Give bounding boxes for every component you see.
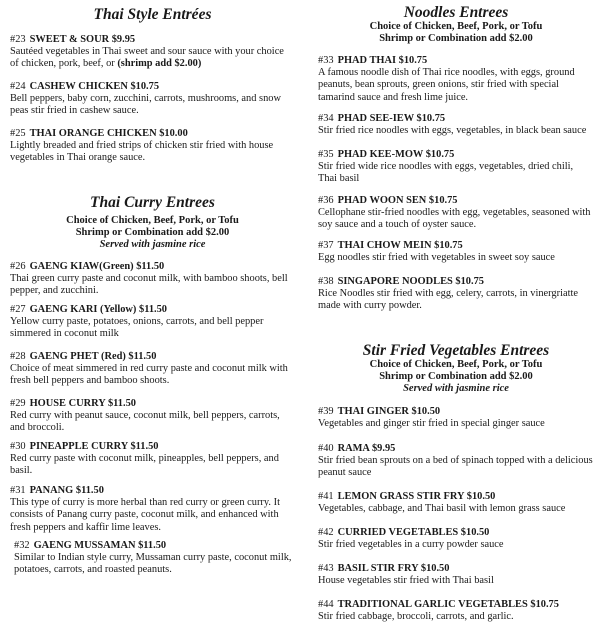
menu-item-29 (10, 398, 295, 435)
item-number: #32 (14, 540, 30, 551)
item-number: #31 (10, 485, 26, 496)
item-description: Thai green curry paste and coconut milk, with bamboo shoots, bell pepper, and zucchini. (10, 273, 288, 297)
item-number: #41 (318, 491, 334, 502)
item-number: #26 (10, 261, 26, 272)
item-name: PHAD THAI (337, 55, 397, 66)
menu-item-39 (318, 406, 594, 430)
item-number: #39 (318, 406, 334, 417)
item-description: Stir fried wide rice noodles with eggs, vegetables, dried chili, Thai basil (318, 161, 574, 185)
menu-item-42 (318, 527, 594, 551)
section-subtitle: Shrimp or Combination add $2.00 (379, 33, 533, 44)
item-number: #33 (318, 55, 334, 66)
item-price: $10.75 (130, 81, 160, 92)
item-price: $11.50 (128, 351, 157, 362)
item-description: A famous noodle dish of Thai rice noodles, with eggs, ground peanuts, bean sprouts, green onions, stir fried with special tamarind sauce and fresh lime juice. (318, 67, 575, 103)
item-price: $10.75 (455, 276, 484, 287)
item-name: LEMON GRASS STIR FRY (337, 491, 465, 502)
menu-item-37 (318, 240, 594, 264)
item-name: CASHEW CHICKEN (29, 81, 128, 92)
item-name: CURRIED VEGETABLES (337, 527, 459, 538)
item-name: GAENG PHET (Red) (29, 351, 126, 362)
item-price: $9.95 (371, 443, 396, 454)
item-description: Vegetables and ginger stir fried in special ginger sauce (318, 418, 545, 430)
shrimp-note: (shrimp add $2.00) (117, 58, 202, 70)
item-name: PHAD WOON SEN (337, 195, 427, 206)
item-price: $10.50 (466, 491, 496, 502)
item-name: SWEET & SOUR (29, 34, 110, 45)
stir-fried-section (318, 342, 594, 395)
item-number: #27 (10, 304, 26, 315)
item-price: $11.50 (107, 398, 136, 409)
section-subtitle: Served with jasmine rice (99, 239, 206, 250)
item-description: Bell peppers, baby corn, zucchini, carrots, mushrooms, and snow peas stir fried in cashew sauce. (10, 93, 281, 117)
item-number: #42 (318, 527, 334, 538)
menu-item-38 (318, 276, 594, 313)
section-subtitle: Choice of Chicken, Beef, Pork, or Tofu (369, 21, 543, 32)
item-number: #24 (10, 81, 26, 92)
section-title: Stir Fried Vegetables Entrees (362, 342, 550, 359)
item-description: Stir fried cabbage, broccoli, carrots, and garlic. (318, 611, 514, 623)
item-name: PANANG (29, 485, 74, 496)
menu-item-27 (10, 304, 295, 341)
item-description: Vegetables, cabbage, and Thai basil with lemon grass sauce (318, 503, 566, 515)
item-price: $10.50 (460, 527, 490, 538)
item-description: Egg noodles stir fried with vegetables in sweet soy sauce (318, 252, 555, 264)
item-name: SINGAPORE NOODLES (337, 276, 453, 287)
item-description: House vegetables stir fried with Thai basil (318, 575, 494, 587)
item-price: $9.95 (111, 34, 136, 45)
item-description: Sautéed vegetables in Thai sweet and sour sauce with your choice of chicken, pork, beef, or (10, 46, 284, 70)
item-description: Lightly breaded and fried strips of chicken stir fried with house vegetables in Thai orange sauce. (10, 140, 274, 164)
item-name: PINEAPPLE CURRY (29, 441, 128, 452)
item-description: Cellophane stir-fried noodles with egg, vegetables, seasoned with soy sauce and a touch of oyster sauce. (318, 207, 591, 231)
menu-item-41 (318, 491, 594, 515)
item-name: GAENG MUSSAMAN (33, 540, 136, 551)
item-name: THAI GINGER (337, 406, 409, 417)
thai-curry-section (10, 194, 295, 251)
item-price: $10.50 (420, 563, 450, 574)
item-number: #37 (318, 240, 334, 251)
noodles-section (318, 4, 594, 45)
item-name: THAI ORANGE CHICKEN (29, 128, 157, 139)
item-name: HOUSE CURRY (29, 398, 106, 409)
item-name: GAENG KIAW(Green) (29, 261, 134, 272)
item-name: GAENG KARI (Yellow) (29, 304, 137, 315)
item-number: #44 (318, 599, 334, 610)
item-price: $10.75 (428, 195, 458, 206)
section-title: Noodles Entrees (403, 4, 509, 21)
item-price: $10.75 (434, 240, 463, 251)
item-description: Stir fried bean sprouts on a bed of spinach topped with a delicious peanut sauce (318, 455, 593, 479)
item-price: $11.50 (75, 485, 104, 496)
item-description: Choice of meat simmered in red curry paste and coconut milk with fresh bell peppers and bamboo shoots. (10, 363, 288, 387)
item-number: #29 (10, 398, 26, 409)
menu-item-33 (318, 55, 594, 104)
menu-item-44 (318, 599, 594, 623)
section-title: Thai Curry Entrees (90, 194, 215, 211)
item-price: $11.50 (139, 304, 168, 315)
item-number: #34 (318, 113, 334, 124)
item-number: #30 (10, 441, 26, 452)
menu-item-24 (10, 81, 295, 118)
item-price: $10.75 (416, 113, 446, 124)
item-price: $10.50 (411, 406, 441, 417)
item-description: Similar to Indian style curry, Mussaman curry paste, coconut milk, potatoes, carrots, and roasted peanuts. (14, 552, 292, 576)
item-price: $11.50 (136, 261, 165, 272)
item-description: This type of curry is more herbal than red curry or green curry. It consists of Panang curry paste, coconut milk, and enhanced with fresh peppers and kaffir lime leaves. (10, 497, 280, 533)
section-subtitle: Choice of Chicken, Beef, Pork, or Tofu (66, 215, 239, 226)
item-number: #35 (318, 149, 334, 160)
thai-style-section (10, 6, 295, 23)
item-number: #28 (10, 351, 26, 362)
menu-item-32 (14, 540, 295, 577)
item-description: Yellow curry paste, potatoes, onions, carrots, and bell pepper simmered in coconut milk (10, 316, 264, 340)
menu-item-26 (10, 261, 295, 298)
menu-item-36 (318, 195, 594, 232)
item-description: Stir fried rice noodles with eggs, vegetables, in black bean sauce (318, 125, 587, 137)
menu-item-28 (10, 351, 295, 388)
item-price: $10.75 (425, 149, 455, 160)
section-subtitle: Shrimp or Combination add $2.00 (75, 227, 230, 238)
item-name: PHAD KEE-MOW (337, 149, 424, 160)
item-name: RAMA (337, 443, 370, 454)
section-subtitle: Choice of Chicken, Beef, Pork, or Tofu (369, 359, 543, 370)
item-name: PHAD SEE-IEW (337, 113, 414, 124)
section-title: Thai Style Entrées (93, 6, 212, 23)
menu-item-31 (10, 485, 295, 534)
item-number: #43 (318, 563, 334, 574)
item-number: #40 (318, 443, 334, 454)
menu-item-43 (318, 563, 594, 587)
item-name: BASIL STIR FRY (337, 563, 419, 574)
item-description: Rice Noodles stir fried with egg, celery, carrots, in vinergriatte made with curry powder. (318, 288, 578, 312)
menu-item-23 (10, 34, 295, 71)
section-subtitle: Shrimp or Combination add $2.00 (379, 371, 533, 382)
item-price: $11.50 (130, 441, 159, 452)
menu-item-30 (10, 441, 295, 478)
section-subtitle: Served with jasmine rice (403, 383, 509, 394)
menu-item-25 (10, 128, 295, 165)
menu-item-35 (318, 149, 594, 186)
item-description: Red curry paste with coconut milk, pineapples, bell peppers, and basil. (10, 453, 279, 477)
item-number: #25 (10, 128, 26, 139)
item-price: $10.00 (159, 128, 188, 139)
item-number: #38 (318, 276, 334, 287)
item-number: #36 (318, 195, 334, 206)
menu-item-34 (318, 113, 594, 137)
item-price: $10.75 (530, 599, 559, 610)
item-number: #23 (10, 34, 26, 45)
item-price: $10.75 (398, 55, 428, 66)
item-description: Stir fried vegetables in a curry powder sauce (318, 539, 504, 551)
item-description: Red curry with peanut sauce, coconut milk, bell peppers, carrots, and broccoli. (10, 410, 280, 434)
menu-item-40 (318, 443, 594, 480)
item-name: TRADITIONAL GARLIC VEGETABLES (337, 599, 528, 610)
item-price: $11.50 (138, 540, 167, 551)
item-name: THAI CHOW MEIN (337, 240, 432, 251)
